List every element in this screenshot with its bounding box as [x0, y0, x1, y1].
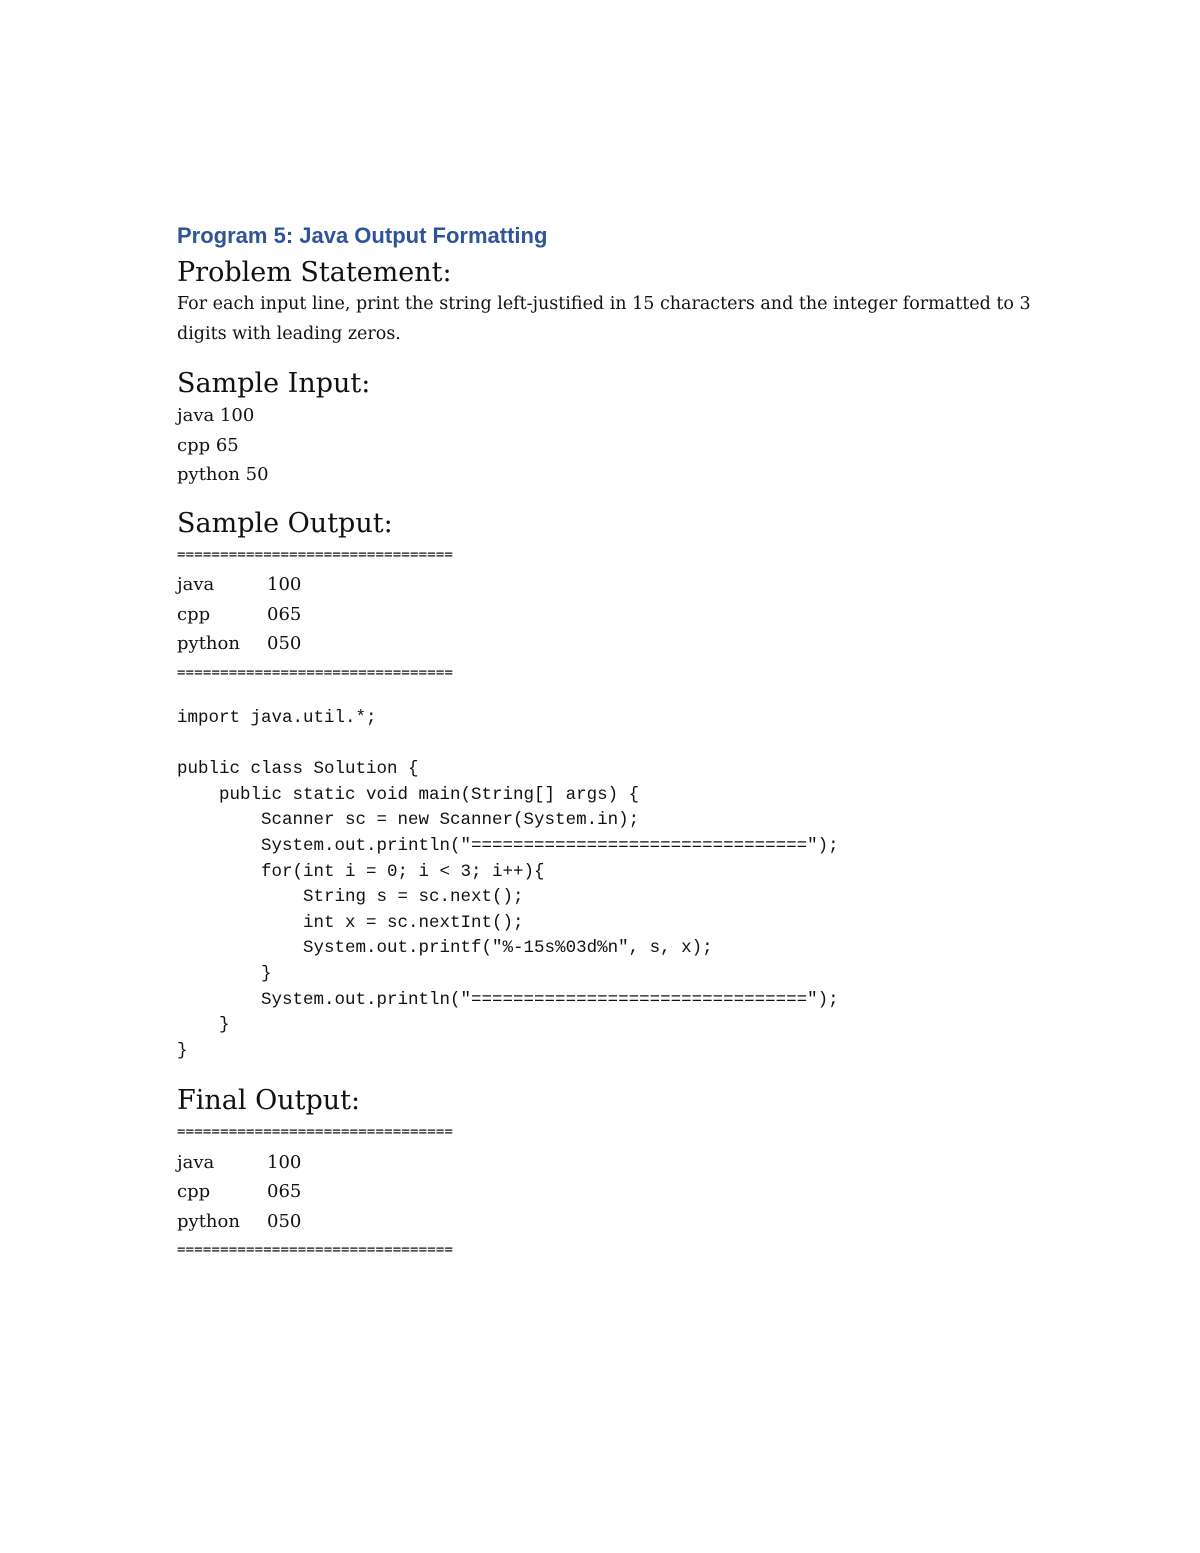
output-name: java	[177, 574, 215, 595]
output-row	[177, 629, 1037, 659]
output-row	[177, 1177, 1037, 1207]
code-line: import java.util.*;	[177, 708, 377, 728]
code-line: System.out.println("================================");	[177, 835, 839, 856]
separator-rule: ================================	[177, 546, 454, 563]
output-value: 050	[267, 1210, 302, 1232]
sample-output-heading: Sample Output:	[177, 507, 393, 539]
code-line: for(int i = 0; i < 3; i++){	[177, 861, 545, 882]
code-line: System.out.println("================================");	[177, 989, 839, 1010]
code-line: String s = sc.next();	[177, 887, 524, 908]
document-content	[177, 218, 1037, 1266]
output-value: 065	[267, 1181, 302, 1203]
separator-rule: ================================	[177, 664, 454, 681]
separator-rule: ================================	[177, 1242, 454, 1259]
code-line: }	[177, 1015, 230, 1036]
problem-statement-heading: Problem Statement:	[177, 257, 452, 288]
sample-input-line: cpp 65	[177, 434, 239, 456]
output-name: python	[177, 1210, 240, 1232]
output-row	[177, 1207, 1037, 1237]
output-row	[177, 600, 1037, 630]
sample-input-heading: Sample Input:	[177, 368, 371, 399]
output-row	[177, 570, 1037, 600]
code-line: }	[177, 963, 272, 984]
final-output-heading: Final Output:	[177, 1085, 361, 1117]
code-line: System.out.printf("%-15s%03d%n", s, x);	[177, 938, 713, 959]
separator-rule: ================================	[177, 1124, 454, 1141]
output-name: cpp	[177, 603, 211, 625]
problem-statement-text: For each input line, print the string left-justified in 15 characters and the integer formatted to 3 digits with leading zeros.	[177, 294, 1031, 344]
output-name: python	[177, 633, 240, 654]
output-row	[177, 1148, 1037, 1178]
code-line: Scanner sc = new Scanner(System.in);	[177, 810, 640, 831]
output-value: 100	[267, 1151, 302, 1173]
final-output-block	[177, 1118, 1037, 1266]
output-name: cpp	[177, 1181, 211, 1203]
sample-input-block	[177, 401, 1037, 490]
code-line: public static void main(String[] args) {	[177, 784, 640, 805]
sample-input-line: java 100	[177, 405, 255, 426]
code-line: public class Solution {	[177, 759, 419, 780]
output-value: 100	[267, 574, 302, 595]
sample-input-line: python 50	[177, 464, 269, 485]
output-value: 065	[267, 603, 302, 625]
java-code-block	[177, 706, 1037, 1064]
code-line: int x = sc.nextInt();	[177, 912, 524, 933]
output-name: java	[177, 1151, 215, 1173]
output-value: 050	[267, 633, 302, 654]
sample-output-block	[177, 541, 1037, 689]
program-title: Program 5: Java Output Formatting	[177, 223, 548, 248]
code-line: }	[177, 1040, 188, 1061]
